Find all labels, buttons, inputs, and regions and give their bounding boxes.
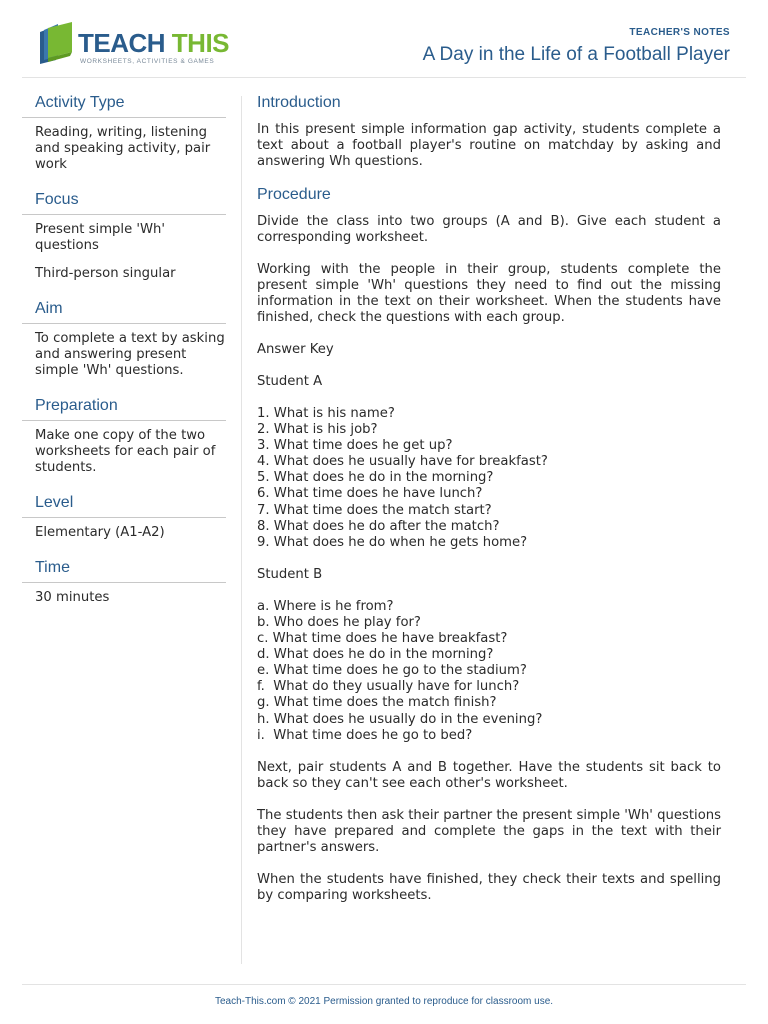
procedure-paragraph: Working with the people in their group, students complete the present simple 'Wh' questions they need to find out the missing information in the text on their worksheet. When the students have finished, check the questions with each group. bbox=[257, 262, 721, 325]
procedure-paragraph: Next, pair students A and B together. Have the students sit back to back so they can't see each other's worksheet. bbox=[257, 759, 721, 791]
student-b-questions bbox=[257, 599, 721, 744]
activity-type-text: Reading, writing, listening and speaking activity, pair work bbox=[35, 125, 211, 172]
list-item: g. What time does the match finish? bbox=[257, 695, 497, 711]
column-divider bbox=[241, 96, 242, 964]
focus-heading: Focus bbox=[22, 191, 226, 215]
teach-this-logo[interactable] bbox=[36, 22, 236, 70]
logo-tagline: WORKSHEETS, ACTIVITIES & GAMES bbox=[80, 58, 215, 65]
list-item: b. Who does he play for? bbox=[257, 614, 421, 630]
list-item: h. What does he usually do in the evening? bbox=[257, 711, 543, 727]
list-item: 5. What does he do in the morning? bbox=[257, 470, 494, 486]
list-item: c. What time does he have breakfast? bbox=[257, 631, 508, 647]
list-item: 1. What is his name? bbox=[257, 406, 395, 421]
list-item: a. Where is he from? bbox=[257, 598, 394, 614]
aim-heading: Aim bbox=[22, 300, 226, 324]
procedure-heading: Procedure bbox=[257, 186, 331, 203]
page-title: A Day in the Life of a Football Player bbox=[422, 44, 730, 65]
level-text: Elementary (A1-A2) bbox=[35, 525, 165, 540]
list-item: 9. What does he do when he gets home? bbox=[257, 534, 528, 550]
activity-type-heading: Activity Type bbox=[22, 94, 226, 118]
teachers-notes-label: TEACHER'S NOTES bbox=[629, 27, 730, 38]
list-item: d. What does he do in the morning? bbox=[257, 647, 494, 663]
student-a-questions bbox=[257, 406, 721, 551]
list-item: e. What time does he go to the stadium? bbox=[257, 663, 527, 679]
level-section bbox=[22, 494, 226, 541]
list-item: i. What time does he go to bed? bbox=[257, 727, 473, 743]
level-heading: Level bbox=[22, 494, 226, 518]
student-a-label: Student A bbox=[257, 374, 323, 389]
time-section bbox=[22, 559, 226, 606]
list-item: 7. What time does the match start? bbox=[257, 502, 492, 518]
list-item: 2. What is his job? bbox=[257, 422, 378, 438]
time-heading: Time bbox=[22, 559, 226, 583]
aim-text: To complete a text by asking and answering present simple 'Wh' questions. bbox=[35, 331, 225, 378]
procedure-paragraph: When the students have finished, they check their texts and spelling by comparing worksheets. bbox=[257, 871, 721, 903]
footer-copyright: Teach-This.com © 2021 Permission granted to reproduce for classroom use. bbox=[214, 996, 554, 1007]
list-item: f. What do they usually have for lunch? bbox=[257, 679, 520, 695]
time-text: 30 minutes bbox=[35, 590, 110, 605]
list-item: 4. What does he usually have for breakfast? bbox=[257, 454, 548, 470]
footer-divider bbox=[22, 984, 746, 985]
answer-key-label: Answer Key bbox=[257, 342, 334, 357]
focus-section bbox=[22, 191, 226, 282]
introduction-text: In this present simple information gap activity, students complete a text about a football player's routine on matchday by asking and answering Wh questions. bbox=[257, 122, 721, 169]
activity-type-section bbox=[22, 94, 226, 173]
procedure-paragraph: The students then ask their partner the present simple 'Wh' questions they have prepared and complete the gaps in the text with their partner's answers. bbox=[257, 807, 721, 855]
student-b-label: Student B bbox=[257, 566, 323, 582]
header-divider bbox=[22, 77, 746, 78]
focus-item: Present simple 'Wh' questions bbox=[35, 222, 166, 253]
list-item: 8. What does he do after the match? bbox=[257, 518, 500, 534]
logo-word-this: THIS bbox=[171, 28, 230, 58]
main-content bbox=[257, 94, 721, 920]
book-icon bbox=[36, 22, 76, 66]
preparation-text: Make one copy of the two worksheets for each pair of students. bbox=[35, 428, 216, 475]
list-item: 3. What time does he get up? bbox=[257, 438, 453, 454]
aim-section bbox=[22, 300, 226, 379]
introduction-heading: Introduction bbox=[257, 94, 341, 111]
sidebar bbox=[22, 94, 226, 624]
preparation-section bbox=[22, 397, 226, 476]
logo-word-teach: TEACH bbox=[78, 28, 166, 58]
focus-item: Third-person singular bbox=[35, 266, 176, 281]
preparation-heading: Preparation bbox=[22, 397, 226, 421]
logo-wordmark bbox=[78, 28, 229, 59]
procedure-paragraph: Divide the class into two groups (A and B). Give each student a corresponding worksheet. bbox=[257, 214, 721, 245]
page-header bbox=[0, 0, 768, 80]
list-item: 6. What time does he have lunch? bbox=[257, 486, 483, 502]
